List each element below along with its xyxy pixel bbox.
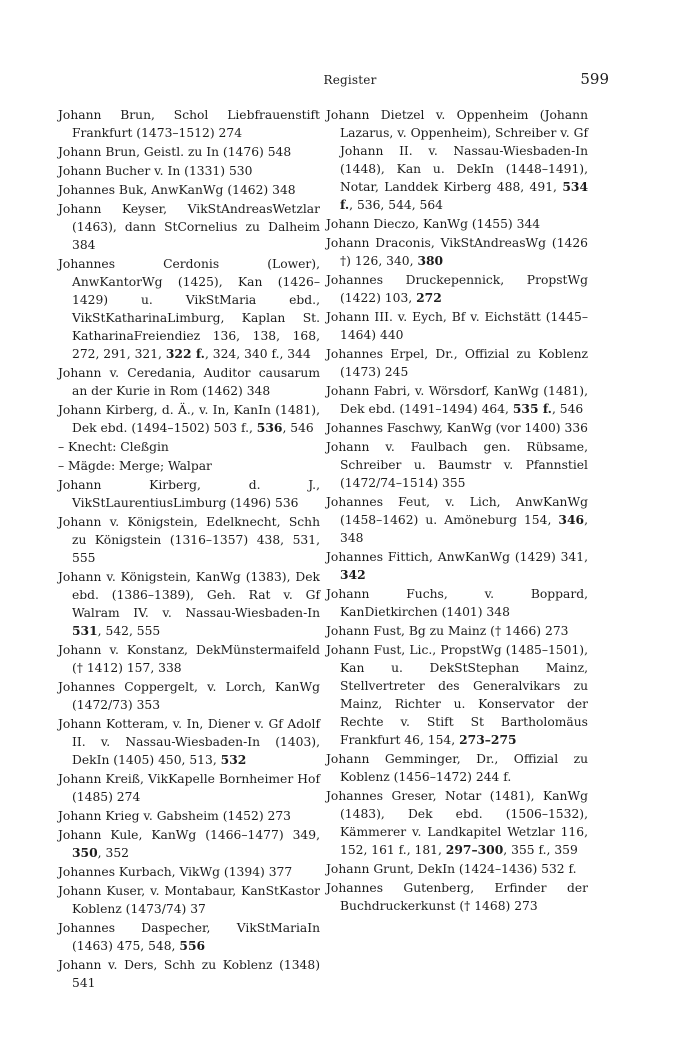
index-entry: Johannes Erpel, Dr., Offizial zu Koblenz (1473) 245 <box>326 347 588 379</box>
index-entry: Johannes Druckepennick, PropstWg (1422) 103, 272 <box>326 273 588 305</box>
index-entry: Johann Krieg v. Gabsheim (1452) 273 <box>58 809 291 823</box>
index-entry: Johannes Coppergelt, v. Lorch, KanWg (1472/73) 353 <box>58 680 320 712</box>
index-entry: Johannes Kurbach, VikWg (1394) 377 <box>58 865 293 879</box>
index-entry: – Knecht: Cleßgin <box>58 440 169 454</box>
index-entry: Johann Kreiß, VikKapelle Bornheimer Hof (1485) 274 <box>58 772 320 804</box>
index-entry: Johannes Daspecher, VikStMariaIn (1463) 475, 548, 556 <box>58 921 320 953</box>
index-entry: Johann Dietzel v. Oppenheim (Johann Lazarus, v. Oppenheim), Schreiber v. Gf Johann II. v. Nassau-Wiesbaden-In (1448), Kan u. DekIn (1448–1491), Notar, Landdek Kirberg 488, 491, 534 f., 536, 544, 564 <box>326 108 588 212</box>
index-entry: Johannes Feut, v. Lich, AnwKanWg (1458–1462) u. Amöneburg 154, 346, 348 <box>326 495 588 545</box>
index-entry: Johann Fuchs, v. Boppard, KanDietkirchen (1401) 348 <box>326 587 588 619</box>
index-entry: Johann v. Königstein, KanWg (1383), Dek ebd. (1386–1389), Geh. Rat v. Gf Walram IV. v. Nassau-Wiesbaden-In 531, 542, 555 <box>58 570 320 638</box>
index-entry: Johann Keyser, VikStAndreasWetzlar (1463), dann StCornelius zu Dalheim 384 <box>58 202 320 252</box>
index-entry: Johann Gemminger, Dr., Offizial zu Koblenz (1456–1472) 244 f. <box>326 752 588 784</box>
index-entry: Johannes Buk, AnwKanWg (1462) 348 <box>58 183 296 197</box>
index-entry: Johannes Fittich, AnwKanWg (1429) 341, 342 <box>326 550 588 582</box>
index-entry: Johann Bucher v. In (1331) 530 <box>58 164 253 178</box>
index-entry: Johann Fabri, v. Wörsdorf, KanWg (1481), Dek ebd. (1491–1494) 464, 535 f., 546 <box>326 384 588 416</box>
index-entry: Johann v. Ceredania, Auditor causarum an der Kurie in Rom (1462) 348 <box>58 366 320 398</box>
index-entry: Johannes Greser, Notar (1481), KanWg (1483), Dek ebd. (1506–1532), Kämmerer v. Landkapitel Wetzlar 116, 152, 161 f., 181, 297–300, 355 f., 359 <box>326 789 588 857</box>
index-entry: Johann Kule, KanWg (1466–1477) 349, 350, 352 <box>58 828 320 860</box>
index-entry: Johann v. Konstanz, DekMünstermaifeld († 1412) 157, 338 <box>58 643 320 675</box>
index-entry: Johann Brun, Schol Liebfrauenstift Frankfurt (1473–1512) 274 <box>58 108 320 140</box>
index-entry: Johann v. Ders, Schh zu Koblenz (1348) 541 <box>58 958 320 990</box>
index-entry: Johannes Cerdonis (Lower), AnwKantorWg (1425), Kan (1426–1429) u. VikStMaria ebd., VikStKatharinaLimburg, Kaplan St. KatharinaFreiendiez 136, 138, 168, 272, 291, 321, 322 f., 324, 340 f., 344 <box>58 257 320 361</box>
index-entry: Johannes Gutenberg, Erfinder der Buchdruckerkunst († 1468) 273 <box>326 881 588 913</box>
running-head: Register <box>323 73 377 87</box>
index-entry: Johann Kirberg, d. J., VikStLaurentiusLimburg (1496) 536 <box>58 478 320 510</box>
index-entry: Johann Grunt, DekIn (1424–1436) 532 f. <box>326 862 577 876</box>
index-entry: Johannes Faschwy, KanWg (vor 1400) 336 <box>326 421 588 435</box>
index-entry: Johann III. v. Eych, Bf v. Eichstätt (1445–1464) 440 <box>326 310 588 342</box>
index-entry: Johann Kirberg, d. Ä., v. In, KanIn (1481), Dek ebd. (1494–1502) 503 f., 536, 546 <box>58 403 320 435</box>
index-entry: Johann v. Königstein, Edelknecht, Schh zu Königstein (1316–1357) 438, 531, 555 <box>58 515 320 565</box>
index-entry: Johann Brun, Geistl. zu In (1476) 548 <box>58 145 292 159</box>
index-column-right <box>326 106 588 916</box>
index-entry: Johann Kuser, v. Montabaur, KanStKastor Koblenz (1473/74) 37 <box>58 884 320 916</box>
index-entry: Johann Fust, Lic., PropstWg (1485–1501), Kan u. DekStStephan Mainz, Stellvertreter des Generalvikars zu Mainz, Richter u. Konservator der Rechte v. Stift St Bartholomäus Frankfurt 46, 154, 273–275 <box>326 643 588 747</box>
index-entry: Johann v. Faulbach gen. Rübsame, Schreiber u. Baumstr v. Pfannstiel (1472/74–1514) 355 <box>326 440 588 490</box>
index-entry: – Mägde: Merge; Walpar <box>58 459 212 473</box>
index-entry: Johann Fust, Bg zu Mainz († 1466) 273 <box>326 624 569 638</box>
index-column-left <box>58 106 320 993</box>
index-entry: Johann Draconis, VikStAndreasWg (1426 †) 126, 340, 380 <box>326 236 588 268</box>
page-number: 599 <box>580 70 609 88</box>
index-entry: Johann Dieczo, KanWg (1455) 344 <box>326 217 541 231</box>
index-entry: Johann Kotteram, v. In, Diener v. Gf Adolf II. v. Nassau-Wiesbaden-In (1403), DekIn (1405) 450, 513, 532 <box>58 717 320 767</box>
